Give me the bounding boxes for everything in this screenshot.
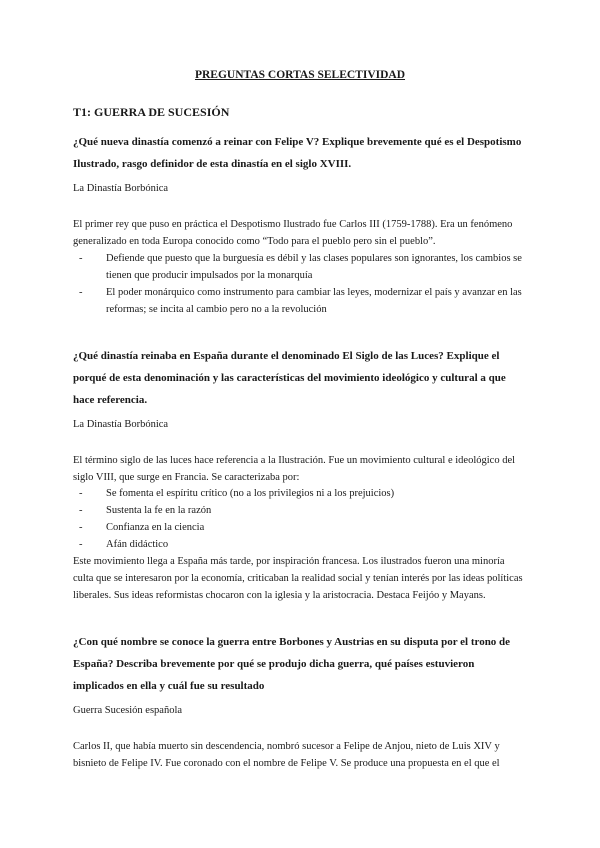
- list-item: - Sustenta la fe en la razón: [73, 502, 527, 519]
- question-3: ¿Con qué nombre se conoce la guerra entre Borbones y Austrias en su disputa por el trono de España? Describa brevemente por qué se produjo dicha guerra, qué países estuvieron implicados en ella y cuál fue su resultado: [73, 636, 511, 692]
- paragraph-2: El término siglo de las luces hace referencia a la Ilustración. Fue un movimiento cultural e ideológico del siglo VIII, que surge en Francia. Se caracterizaba por:: [73, 455, 516, 483]
- bullet-list-2: [73, 485, 527, 553]
- section-title: T1: GUERRA DE SUCESIÓN: [73, 105, 230, 119]
- list-item: - Defiende que puesto que la burguesía es débil y las clases populares son ignorantes, los cambios se tienen que producir impulsados por la monarquía: [73, 250, 527, 284]
- list-item: - Confianza en la ciencia: [73, 519, 527, 536]
- bullet-list-1: [73, 250, 527, 318]
- page-title: PREGUNTAS CORTAS SELECTIVIDAD: [194, 69, 406, 81]
- list-item: - Afán didáctico: [73, 536, 527, 553]
- list-item: - Se fomenta el espíritu crítico (no a los privilegios ni a los prejuicios): [73, 485, 527, 502]
- list-item: - El poder monárquico como instrumento para cambiar las leyes, modernizar el país y avanzar en las reformas; se incita al cambio pero no a la revolución: [73, 284, 527, 318]
- answer-1: La Dinastía Borbónica: [73, 183, 169, 194]
- paragraph-2b: Este movimiento llega a España más tarde, por inspiración francesa. Los ilustrados fueron una minoría culta que se interesaron por la economía, criticaban la realidad social y tenían interés por las ideas políticas liberales. Sus ideas reformistas chocaron con la iglesia y la aristocracia. Destaca Feijóo y Mayans.: [73, 556, 523, 601]
- answer-2: La Dinastía Borbónica: [73, 419, 169, 430]
- paragraph-3: Carlos II, que había muerto sin descendencia, nombró sucesor a Felipe de Anjou, nieto de Luis XIV y bisnieto de Felipe IV. Fue coronado con el nombre de Felipe V. Se produce una propuesta en el que el: [73, 741, 500, 769]
- question-2: ¿Qué dinastía reinaba en España durante el denominado El Siglo de las Luces? Explique el porqué de esta denominación y las características del movimiento ideológico y cultural a que hace referencia.: [73, 350, 506, 406]
- question-1: ¿Qué nueva dinastía comenzó a reinar con Felipe V? Explique brevemente qué es el Despotismo Ilustrado, rasgo definidor de esta dinastía en el siglo XVIII.: [73, 136, 522, 170]
- paragraph-1: El primer rey que puso en práctica el Despotismo Ilustrado fue Carlos III (1759-1788). Era un fenómeno generalizado en toda Europa conocido como “Todo para el pueblo pero sin el pueblo”.: [73, 219, 513, 247]
- answer-3: Guerra Sucesión española: [73, 705, 183, 716]
